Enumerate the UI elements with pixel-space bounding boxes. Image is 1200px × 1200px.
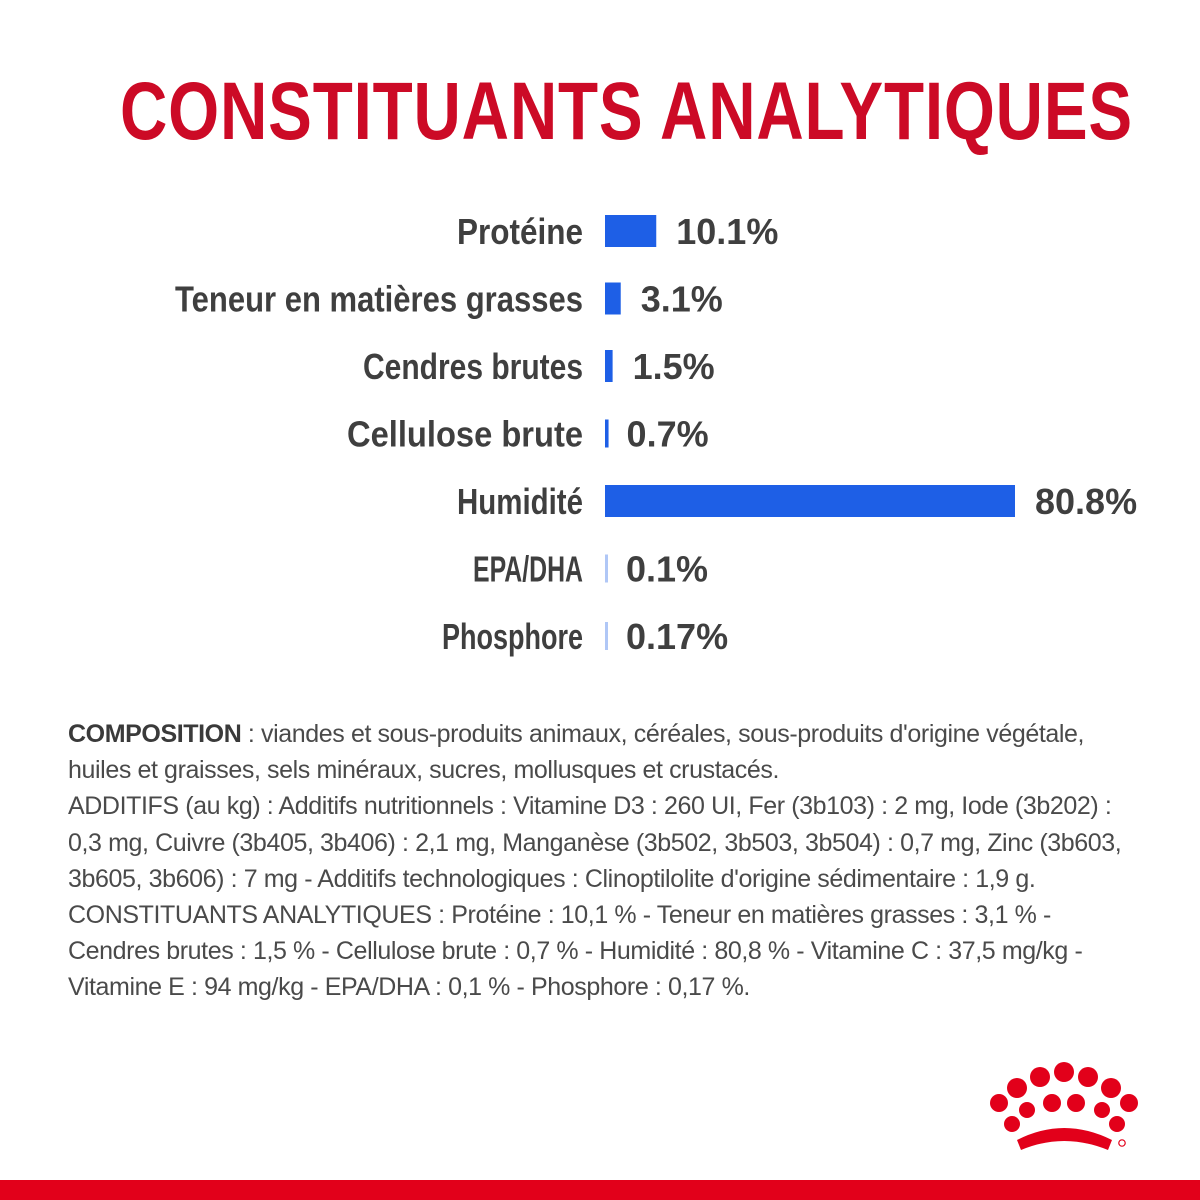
brand-bottom-bar [0,1180,1200,1200]
bar [605,622,608,650]
category-label: Protéine [457,211,583,252]
composition-ingredients: : viandes et sous-produits animaux, céréales, sous-produits d'origine végétale, huiles et graisses, sels minéraux, sucres, mollusques et crustacés. [68,720,1085,785]
bar [605,283,621,315]
value-label: 10.1% [676,211,779,252]
composition-heading: COMPOSITION [68,720,242,748]
bar [605,420,609,448]
category-label: Cendres brutes [363,346,583,387]
value-label: 0.1% [626,548,709,590]
bar [605,215,656,247]
analytical-constituents-chart [0,195,1200,685]
value-label: 80.8% [1035,481,1138,522]
category-label: Cellulose brute [347,413,583,455]
value-label: 0.7% [626,413,709,455]
bar [605,485,1015,517]
value-label: 3.1% [640,278,723,320]
category-label: Phosphore [442,616,583,657]
constituants-paragraph: CONSTITUANTS ANALYTIQUES : Protéine : 10,1 % - Teneur en matières grasses : 3,1 % - Cendres brutes : 1,5 % - Cellulose brute : 0,7 % - Humidité : 80,8 % - Vitamine C : 37,5 mg/kg - Vitamine E : 94 mg/kg - EPA/DHA : 0,1 % - Phosphore : 0,17 %. [68,901,1083,1002]
category-label: Teneur en matières grasses [175,278,583,320]
category-label: EPA/DHA [473,548,583,590]
bar [605,555,608,583]
page-title: CONSTITUANTS ANALYTIQUES [120,66,1133,157]
value-label: 1.5% [632,346,715,387]
bar [605,350,613,382]
additifs-paragraph: ADDITIFS (au kg) : Additifs nutritionnels : Vitamine D3 : 260 UI, Fer (3b103) : 2 mg, Iode (3b202) : 0,3 mg, Cuivre (3b405, 3b406) : 2,1 mg, Manganèse (3b502, 3b503, 3b504) : 0,7 mg, Zinc (3b603, 3b605, 3b606) : 7 mg - Additifs technologiques : Clinoptilolite d'origine sédimentaire : 1,9 g. [68,792,1122,893]
composition-text-block [68,716,1143,1006]
composition-paragraph [68,716,1143,788]
category-label: Humidité [457,481,583,522]
value-label: 0.17% [626,616,729,657]
royal-canin-crown-icon [982,1058,1147,1158]
